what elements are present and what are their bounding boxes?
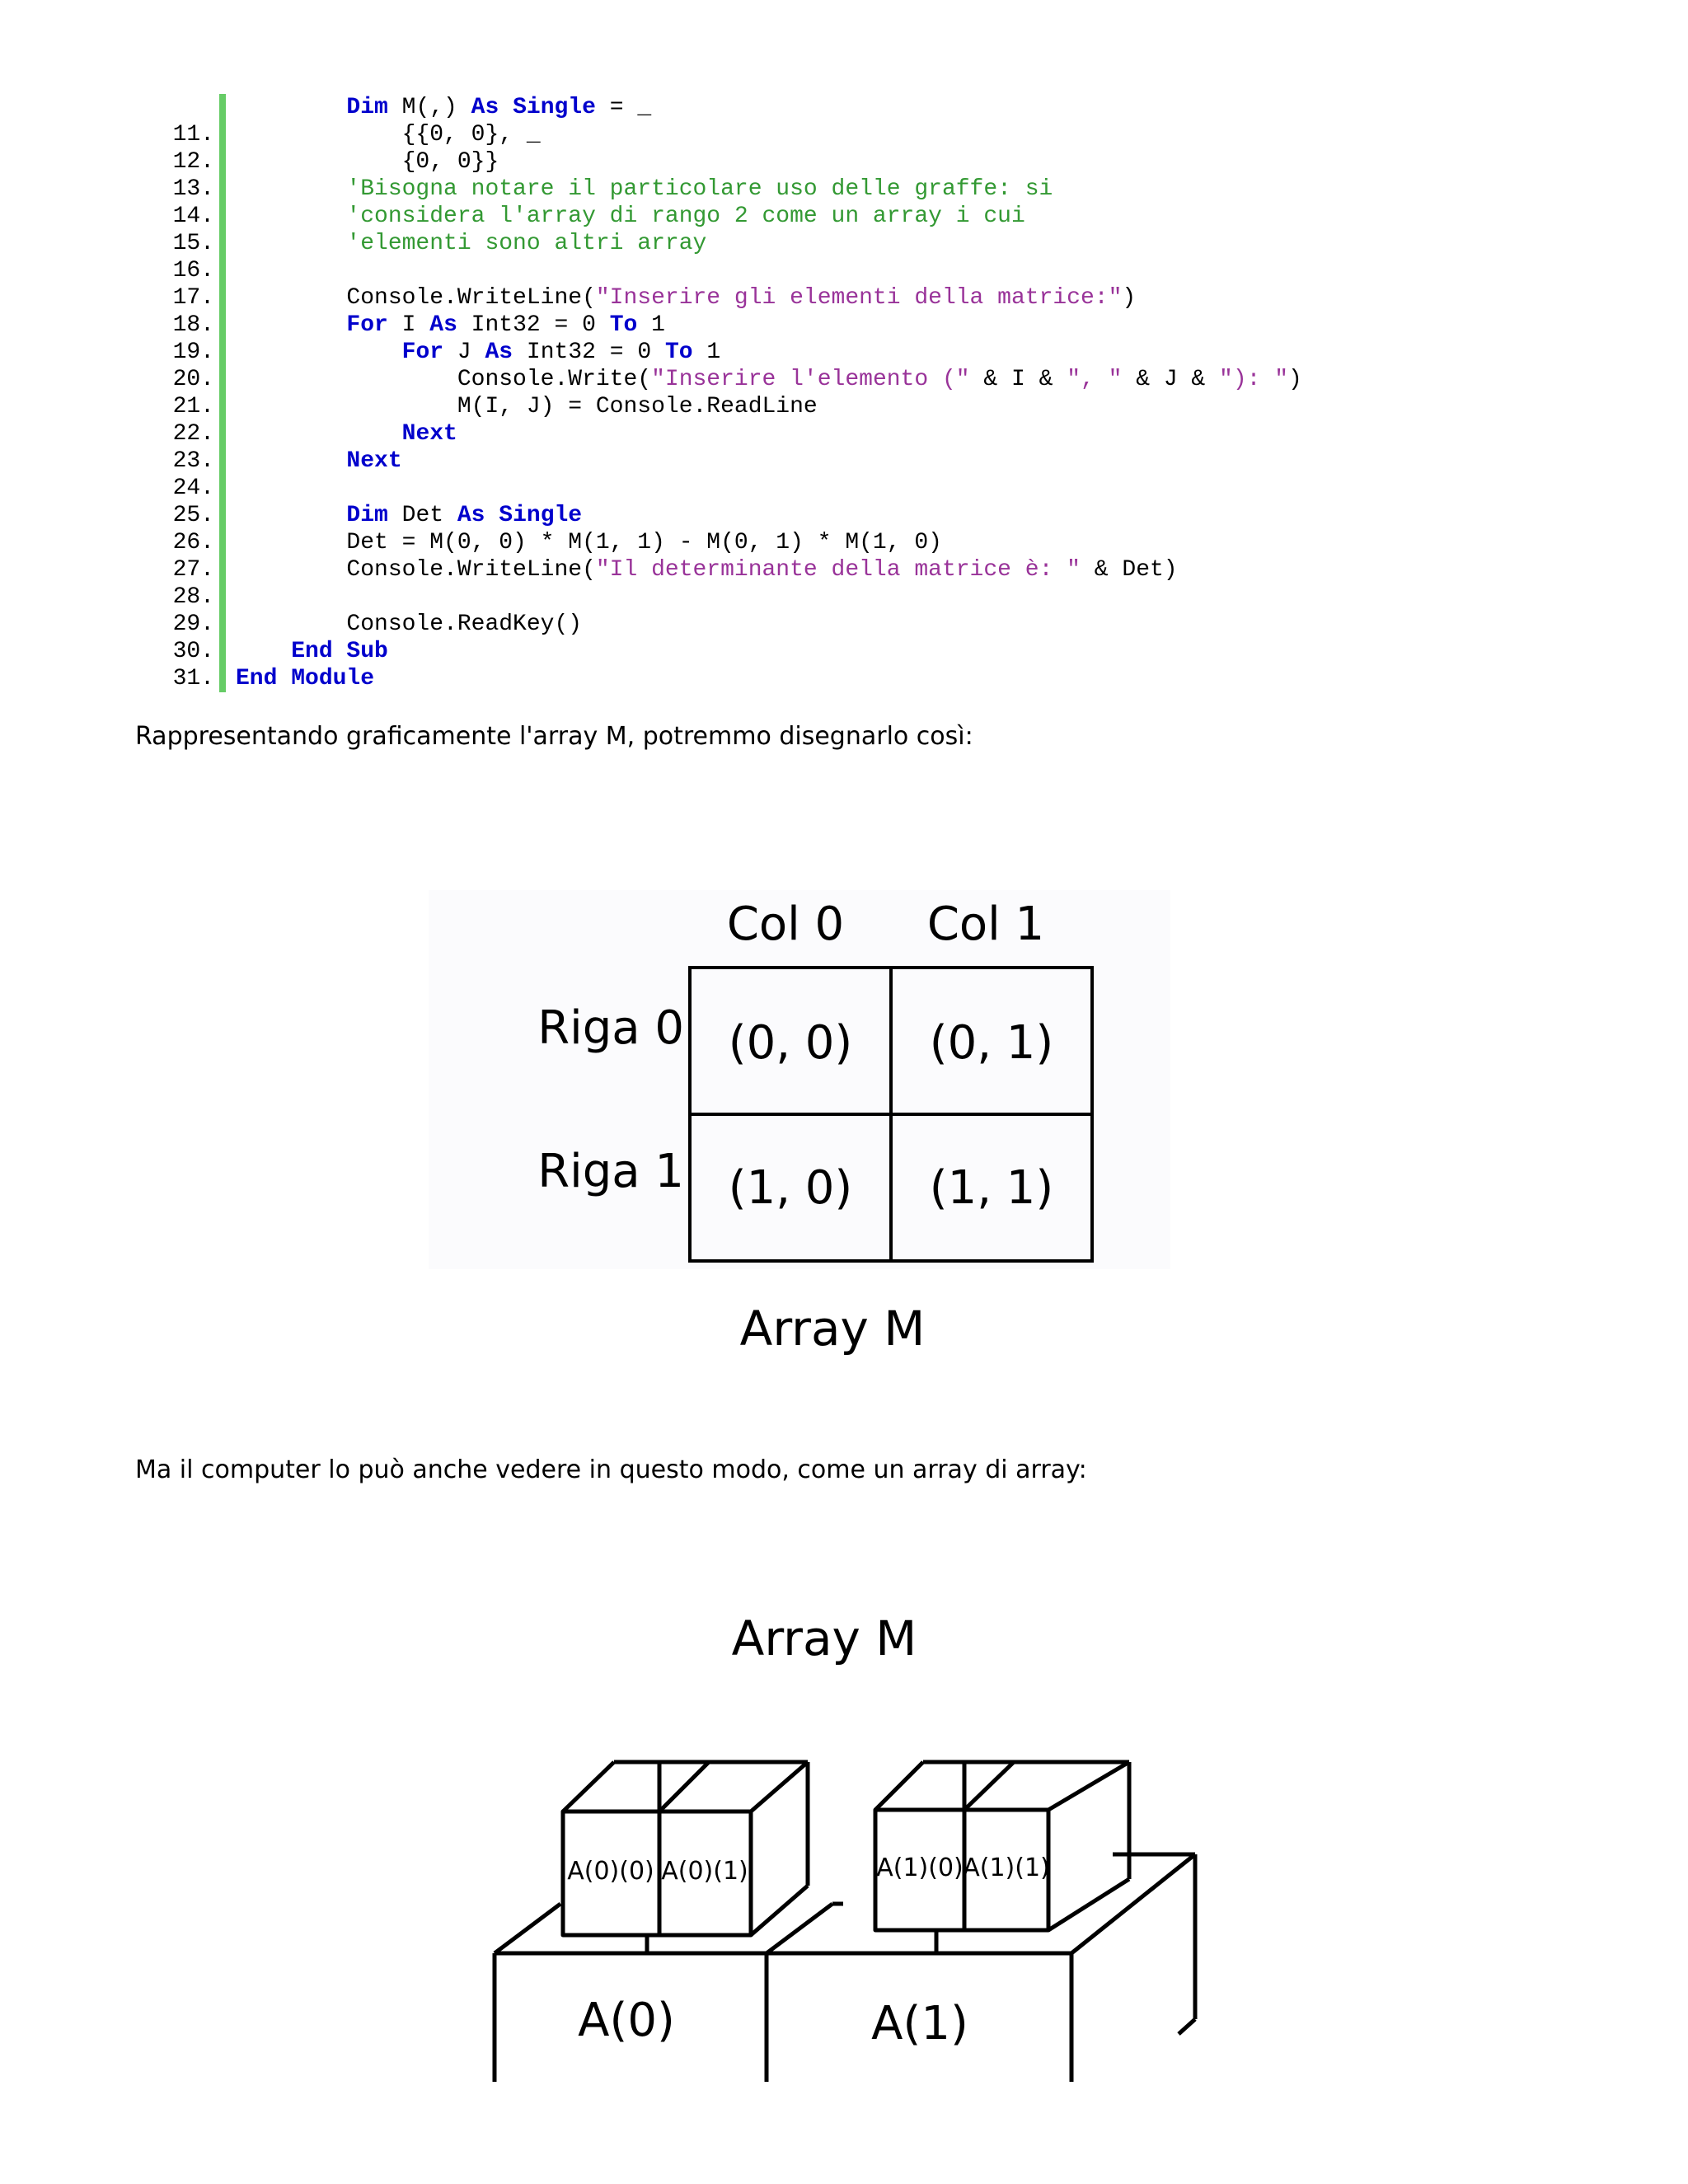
gutter-bar xyxy=(219,611,226,638)
inner-boxes-right xyxy=(875,1762,1129,1930)
gutter-bar xyxy=(219,312,226,339)
paragraph-array-of-arrays: Ma il computer lo può anche vedere in questo modo, come un array di array: xyxy=(135,1455,1087,1484)
gutter-bar xyxy=(219,121,226,148)
code-token: J xyxy=(443,340,485,365)
code-string: "): " xyxy=(1219,367,1289,392)
inner-label-0-1: A(0)(1) xyxy=(661,1857,748,1886)
line-number: 20. xyxy=(172,367,214,392)
code-string: "Il determinante della matrice è: " xyxy=(595,557,1081,583)
code-token: {0, 0}} xyxy=(236,149,499,175)
inner-boxes-left xyxy=(563,1762,808,1935)
code-line xyxy=(132,583,1451,611)
cell-1-0: (1, 0) xyxy=(728,1161,853,1215)
code-token xyxy=(236,503,346,528)
code-token: Console.ReadKey() xyxy=(236,612,583,637)
code-line xyxy=(132,230,1451,257)
code-line xyxy=(132,284,1451,312)
line-number: 12. xyxy=(172,149,214,175)
code-text xyxy=(236,502,582,529)
code-text xyxy=(236,176,1053,203)
line-number: 31. xyxy=(172,666,214,691)
cell-1-1: (1, 1) xyxy=(929,1161,1054,1215)
gutter-bar xyxy=(219,176,226,203)
code-text xyxy=(236,420,457,448)
code-token: & J & xyxy=(1122,367,1220,392)
line-number: 26. xyxy=(172,530,214,555)
code-token: Console.Write( xyxy=(236,367,652,392)
code-token: ) xyxy=(1122,285,1137,311)
code-token: Int32 = 0 xyxy=(513,340,665,365)
code-line xyxy=(132,448,1451,475)
code-text xyxy=(236,312,665,339)
line-number: 19. xyxy=(172,340,214,365)
code-line xyxy=(132,475,1451,502)
gutter-bar xyxy=(219,257,226,284)
row-label-0: Riga 0 xyxy=(537,1001,684,1055)
line-number: 11. xyxy=(172,122,214,148)
code-keyword: End Module xyxy=(236,666,375,691)
code-text xyxy=(236,529,942,556)
array-title: Array M xyxy=(731,1610,917,1666)
code-token: I xyxy=(387,312,430,338)
code-token xyxy=(236,95,346,120)
line-number: 21. xyxy=(172,394,214,419)
code-line xyxy=(132,94,1451,121)
paragraph-intro-matrix: Rappresentando graficamente l'array M, potremmo disegnarlo così: xyxy=(135,722,973,751)
gutter-bar xyxy=(219,203,226,230)
code-line xyxy=(132,638,1451,665)
gutter-bar xyxy=(219,529,226,556)
gutter-bar xyxy=(219,94,226,121)
code-line xyxy=(132,203,1451,230)
code-token: M(I, J) = Console.ReadLine xyxy=(236,394,818,419)
line-number: 15. xyxy=(172,231,214,256)
line-number: 30. xyxy=(172,639,214,664)
row-label-1: Riga 1 xyxy=(537,1145,684,1198)
col-label-1: Col 1 xyxy=(926,898,1045,951)
gutter-bar xyxy=(219,420,226,448)
code-text xyxy=(236,230,706,257)
gutter-bar xyxy=(219,284,226,312)
code-token: Console.WriteLine( xyxy=(236,285,596,311)
code-keyword: For xyxy=(401,340,444,365)
line-number: 29. xyxy=(172,612,214,637)
line-number: 25. xyxy=(172,503,214,528)
code-text xyxy=(236,121,541,148)
code-keyword: Next xyxy=(401,421,457,447)
line-number: 24. xyxy=(172,476,214,501)
code-text xyxy=(236,393,818,420)
code-keyword: End Sub xyxy=(291,639,388,664)
gutter-bar xyxy=(219,393,226,420)
code-token xyxy=(499,95,513,120)
code-token xyxy=(236,421,402,447)
code-line xyxy=(132,420,1451,448)
code-line xyxy=(132,121,1451,148)
code-keyword: Next xyxy=(346,448,402,474)
cell-0-1: (0, 1) xyxy=(929,1016,1054,1070)
line-number: 28. xyxy=(172,584,214,610)
code-token xyxy=(236,176,346,202)
gutter-bar xyxy=(219,665,226,692)
line-number: 13. xyxy=(172,176,214,202)
code-comment: 'elementi sono altri array xyxy=(346,231,707,256)
code-line xyxy=(132,502,1451,529)
code-token: & I & xyxy=(969,367,1067,392)
code-comment: 'considera l'array di rango 2 come un array i cui xyxy=(346,204,1025,229)
code-line xyxy=(132,312,1451,339)
code-listing xyxy=(132,94,1451,692)
code-keyword: To xyxy=(609,312,638,338)
code-token: Det = M(0, 0) * M(1, 1) - M(0, 1) * M(1, 0) xyxy=(236,530,942,555)
code-string: "Inserire l'elemento (" xyxy=(651,367,970,392)
code-text xyxy=(236,148,499,176)
code-keyword: For xyxy=(346,312,388,338)
code-comment: 'Bisogna notare il particolare uso delle graffe: si xyxy=(346,176,1053,202)
gutter-bar xyxy=(219,339,226,366)
code-line xyxy=(132,339,1451,366)
code-token xyxy=(236,340,402,365)
code-line xyxy=(132,366,1451,393)
code-text xyxy=(236,448,402,475)
code-token xyxy=(236,639,291,664)
code-line xyxy=(132,529,1451,556)
col-label-0: Col 0 xyxy=(726,898,845,951)
gutter-bar xyxy=(219,366,226,393)
code-token: Det xyxy=(387,503,457,528)
gutter-bar xyxy=(219,583,226,611)
code-line xyxy=(132,393,1451,420)
line-number: 14. xyxy=(172,204,214,229)
inner-label-0-0: A(0)(0) xyxy=(567,1857,654,1886)
outer-boxes xyxy=(495,1854,1195,2082)
outer-label-1: A(1) xyxy=(871,1997,968,2050)
code-line xyxy=(132,611,1451,638)
code-text xyxy=(236,665,374,692)
code-token: 1 xyxy=(637,312,665,338)
gutter-bar xyxy=(219,148,226,176)
matrix-diagram xyxy=(420,882,1179,1376)
gutter-bar xyxy=(219,502,226,529)
cell-0-0: (0, 0) xyxy=(728,1016,853,1070)
code-token: M(,) xyxy=(387,95,471,120)
outer-label-0: A(0) xyxy=(578,1994,675,2047)
code-line xyxy=(132,257,1451,284)
code-token xyxy=(236,231,346,256)
gutter-bar xyxy=(219,556,226,583)
code-token xyxy=(485,503,499,528)
code-token: = _ xyxy=(595,95,652,120)
code-keyword: As xyxy=(457,503,485,528)
code-text xyxy=(236,556,1178,583)
code-keyword: To xyxy=(664,340,693,365)
line-number: 22. xyxy=(172,421,214,447)
line-number: 17. xyxy=(172,285,214,311)
code-text xyxy=(236,284,1136,312)
code-keyword: Single xyxy=(513,95,596,120)
inner-label-1-0: A(1)(0) xyxy=(876,1854,964,1882)
code-token xyxy=(236,448,346,474)
line-number: 18. xyxy=(172,312,214,338)
code-text xyxy=(236,638,388,665)
code-keyword: As xyxy=(471,95,499,120)
code-token: Int32 = 0 xyxy=(457,312,610,338)
code-text xyxy=(236,94,651,121)
array-of-arrays-diagram xyxy=(478,1599,1220,2093)
code-text xyxy=(236,203,1025,230)
inner-label-1-1: A(1)(1) xyxy=(963,1854,1050,1882)
code-text xyxy=(236,339,720,366)
code-line xyxy=(132,665,1451,692)
code-keyword: As xyxy=(485,340,513,365)
code-token xyxy=(236,204,346,229)
gutter-bar xyxy=(219,475,226,502)
code-line xyxy=(132,148,1451,176)
code-token: ) xyxy=(1288,367,1302,392)
matrix-caption: Array M xyxy=(739,1301,926,1357)
line-number: 16. xyxy=(172,258,214,284)
code-token: Console.WriteLine( xyxy=(236,557,596,583)
code-keyword: Single xyxy=(499,503,583,528)
code-token: {{0, 0}, _ xyxy=(236,122,541,148)
code-token: 1 xyxy=(692,340,721,365)
code-string: ", " xyxy=(1067,367,1123,392)
line-number: 23. xyxy=(172,448,214,474)
code-string: "Inserire gli elementi della matrice:" xyxy=(595,285,1123,311)
code-line xyxy=(132,556,1451,583)
code-token: & Det) xyxy=(1080,557,1178,583)
code-keyword: Dim xyxy=(346,95,388,120)
code-line xyxy=(132,176,1451,203)
code-token xyxy=(236,312,346,338)
gutter-bar xyxy=(219,230,226,257)
code-keyword: As xyxy=(429,312,457,338)
code-text xyxy=(236,611,582,638)
gutter-bar xyxy=(219,448,226,475)
gutter-bar xyxy=(219,638,226,665)
line-number: 27. xyxy=(172,557,214,583)
code-text xyxy=(236,366,1302,393)
code-keyword: Dim xyxy=(346,503,388,528)
